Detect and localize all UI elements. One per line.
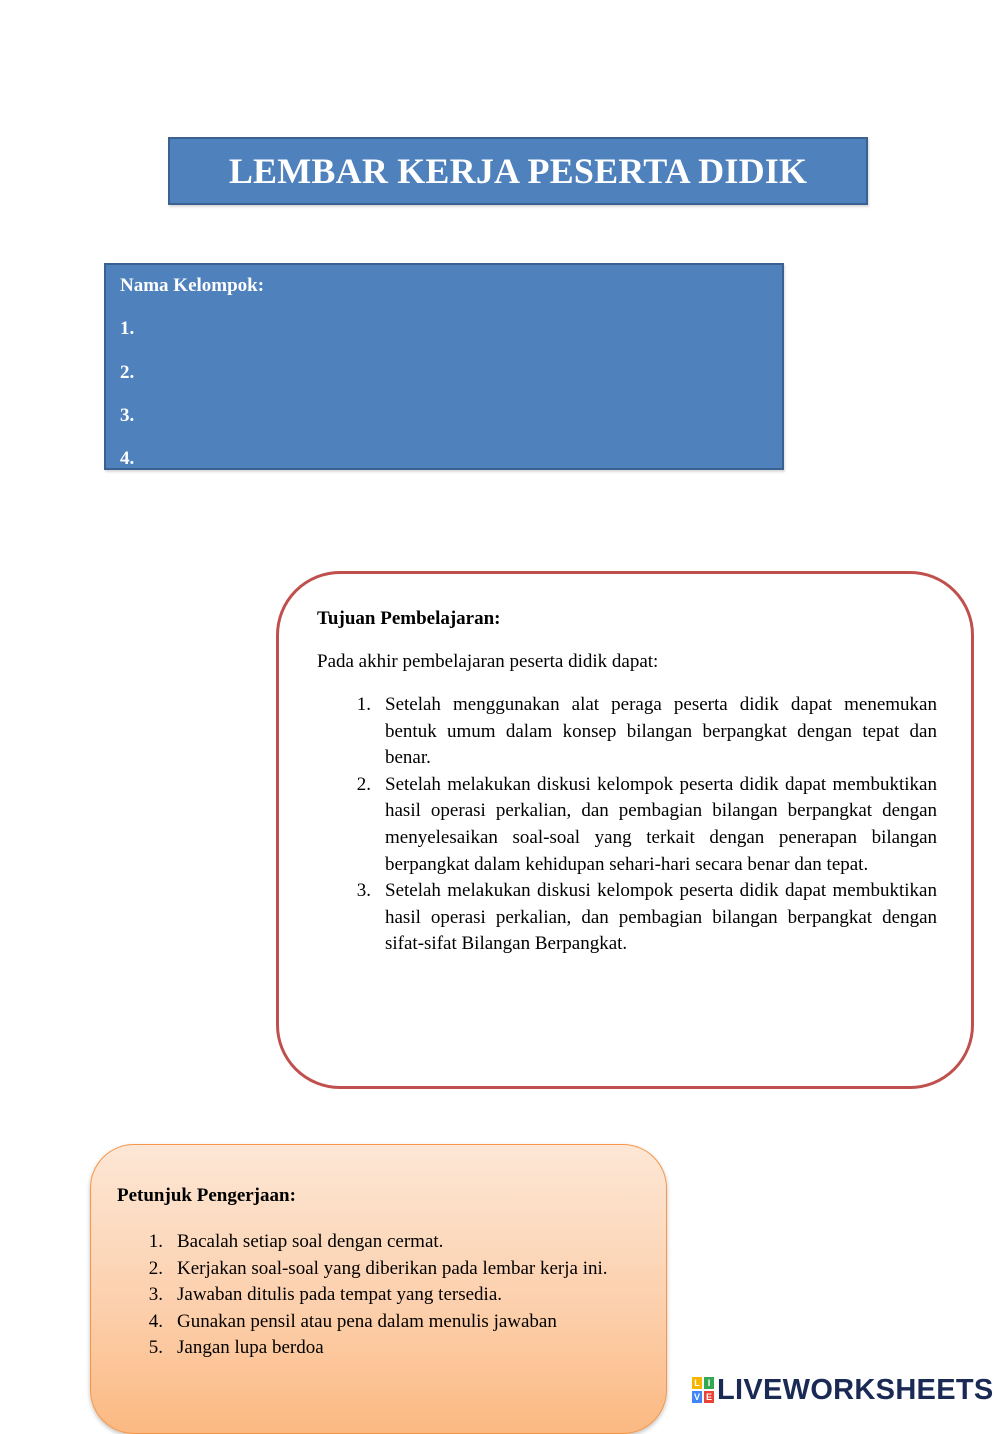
list-item-text: Jawaban ditulis pada tempat yang tersedia. — [177, 1284, 503, 1306]
list-item-number: 3. — [356, 880, 371, 902]
logo-letter: L — [692, 1377, 702, 1389]
list-item-text: Setelah melakukan diskusi kelompok peserta didik dapat membuktikan hasil operasi perkalian, dan pembagian bilangan berpangkat dengan menyelesaikan soal-soal yang terkait dengan penerapan bilangan berpangkat dalam kehidupan sehari-hari secara benar dan tepat. — [385, 773, 937, 875]
group-member-line-2: 2. — [120, 362, 135, 383]
liveworksheets-logo — [692, 1374, 994, 1406]
learning-goals-title: Tujuan Pembelajaran: — [317, 608, 501, 629]
list-item — [117, 1335, 647, 1362]
list-item-text: Bacalah setiap soal dengan cermat. — [177, 1231, 444, 1252]
logo-letter: V — [693, 1392, 700, 1402]
list-item-number: 1. — [148, 1231, 163, 1252]
list-item-number: 5. — [148, 1337, 163, 1359]
logo-letter: I — [704, 1377, 714, 1389]
list-item — [317, 692, 937, 772]
title-banner — [168, 137, 868, 205]
group-member-line-1: 1. — [120, 318, 135, 339]
learning-goals-box — [276, 571, 974, 1089]
instructions-list — [117, 1229, 647, 1362]
group-member-line-3: 3. — [120, 405, 135, 426]
list-item-number: 1. — [356, 694, 371, 715]
list-item-text: Setelah melakukan diskusi kelompok peserta didik dapat membuktikan hasil operasi perkalian, dan pembagian bilangan berpangkat dengan sifat-sifat Bilangan Berpangkat. — [385, 880, 937, 955]
learning-goals-intro: Pada akhir pembelajaran peserta didik dapat: — [317, 651, 659, 672]
group-member-line-4: 4. — [120, 448, 135, 469]
instructions-box — [90, 1144, 667, 1434]
list-item-number: 3. — [148, 1284, 163, 1306]
live-logo-icon — [692, 1377, 714, 1403]
brand-name: LIVEWORKSHEETS — [717, 1373, 994, 1406]
list-item — [317, 772, 937, 878]
group-label: Nama Kelompok: — [120, 275, 265, 296]
learning-goals-list — [317, 692, 937, 958]
list-item — [317, 878, 937, 958]
list-item — [117, 1282, 647, 1309]
group-members-box — [104, 263, 784, 470]
list-item-text: Kerjakan soal-soal yang diberikan pada lembar kerja ini. — [177, 1257, 608, 1279]
list-item-text: Gunakan pensil atau pena dalam menulis jawaban — [177, 1310, 557, 1332]
list-item — [117, 1256, 647, 1283]
page-title: LEMBAR KERJA PESERTA DIDIK — [228, 151, 808, 191]
list-item-text: Jangan lupa berdoa — [177, 1337, 324, 1359]
list-item-number: 2. — [356, 773, 371, 795]
list-item-number: 4. — [148, 1310, 163, 1332]
list-item — [117, 1229, 647, 1256]
list-item — [117, 1309, 647, 1336]
list-item-number: 2. — [148, 1257, 163, 1279]
instructions-title: Petunjuk Pengerjaan: — [117, 1185, 296, 1206]
logo-letter: E — [705, 1392, 712, 1402]
list-item-text: Setelah menggunakan alat peraga peserta didik dapat menemukan bentuk umum dalam konsep bilangan berpangkat dengan tepat dan benar. — [385, 694, 937, 769]
